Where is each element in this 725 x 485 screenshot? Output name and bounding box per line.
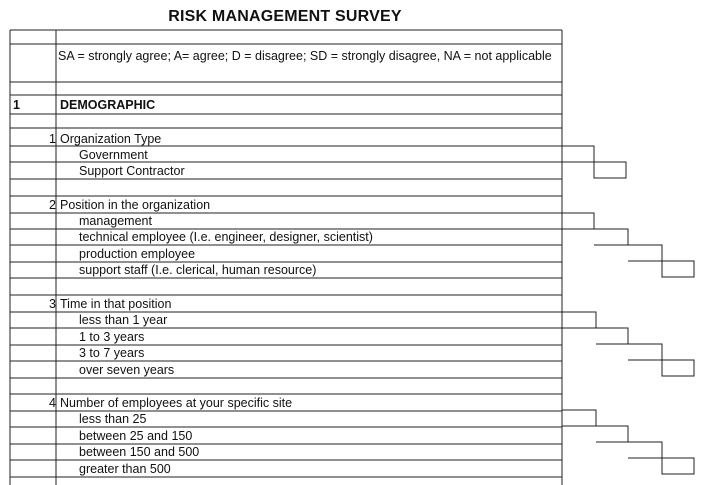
answer-option: between 150 and 500	[79, 445, 200, 459]
answer-option: less than 25	[79, 412, 147, 426]
question-text: Number of employees at your specific site	[60, 396, 293, 410]
section-number: 1	[13, 98, 20, 112]
survey-title: RISK MANAGEMENT SURVEY	[168, 8, 402, 25]
question-number: 1	[49, 132, 56, 146]
question-text: Position in the organization	[60, 198, 211, 212]
question-number: 3	[49, 297, 56, 311]
answer-option: over seven years	[79, 363, 175, 377]
answer-option: greater than 500	[79, 462, 171, 476]
question-text: Time in that position	[60, 297, 172, 311]
answer-option: technical employee (I.e. engineer, designer, scientist)	[79, 230, 373, 244]
answer-legend: SA = strongly agree; A= agree; D = disagree; SD = strongly disagree, NA = not applicable	[58, 49, 552, 63]
question-number: 2	[49, 198, 56, 212]
question-text: Organization Type	[60, 132, 162, 146]
answer-option: Government	[79, 148, 148, 162]
answer-option: 1 to 3 years	[79, 330, 145, 344]
answer-option: between 25 and 150	[79, 429, 193, 443]
answer-option: Support Contractor	[79, 164, 185, 178]
answer-option: management	[79, 214, 152, 228]
section-heading: DEMOGRAPHIC	[60, 98, 156, 112]
question-number: 4	[49, 396, 56, 410]
answer-option: 3 to 7 years	[79, 346, 145, 360]
answer-option: support staff (I.e. clerical, human resource)	[79, 263, 317, 277]
answer-option: less than 1 year	[79, 313, 168, 327]
answer-option: production employee	[79, 247, 196, 261]
